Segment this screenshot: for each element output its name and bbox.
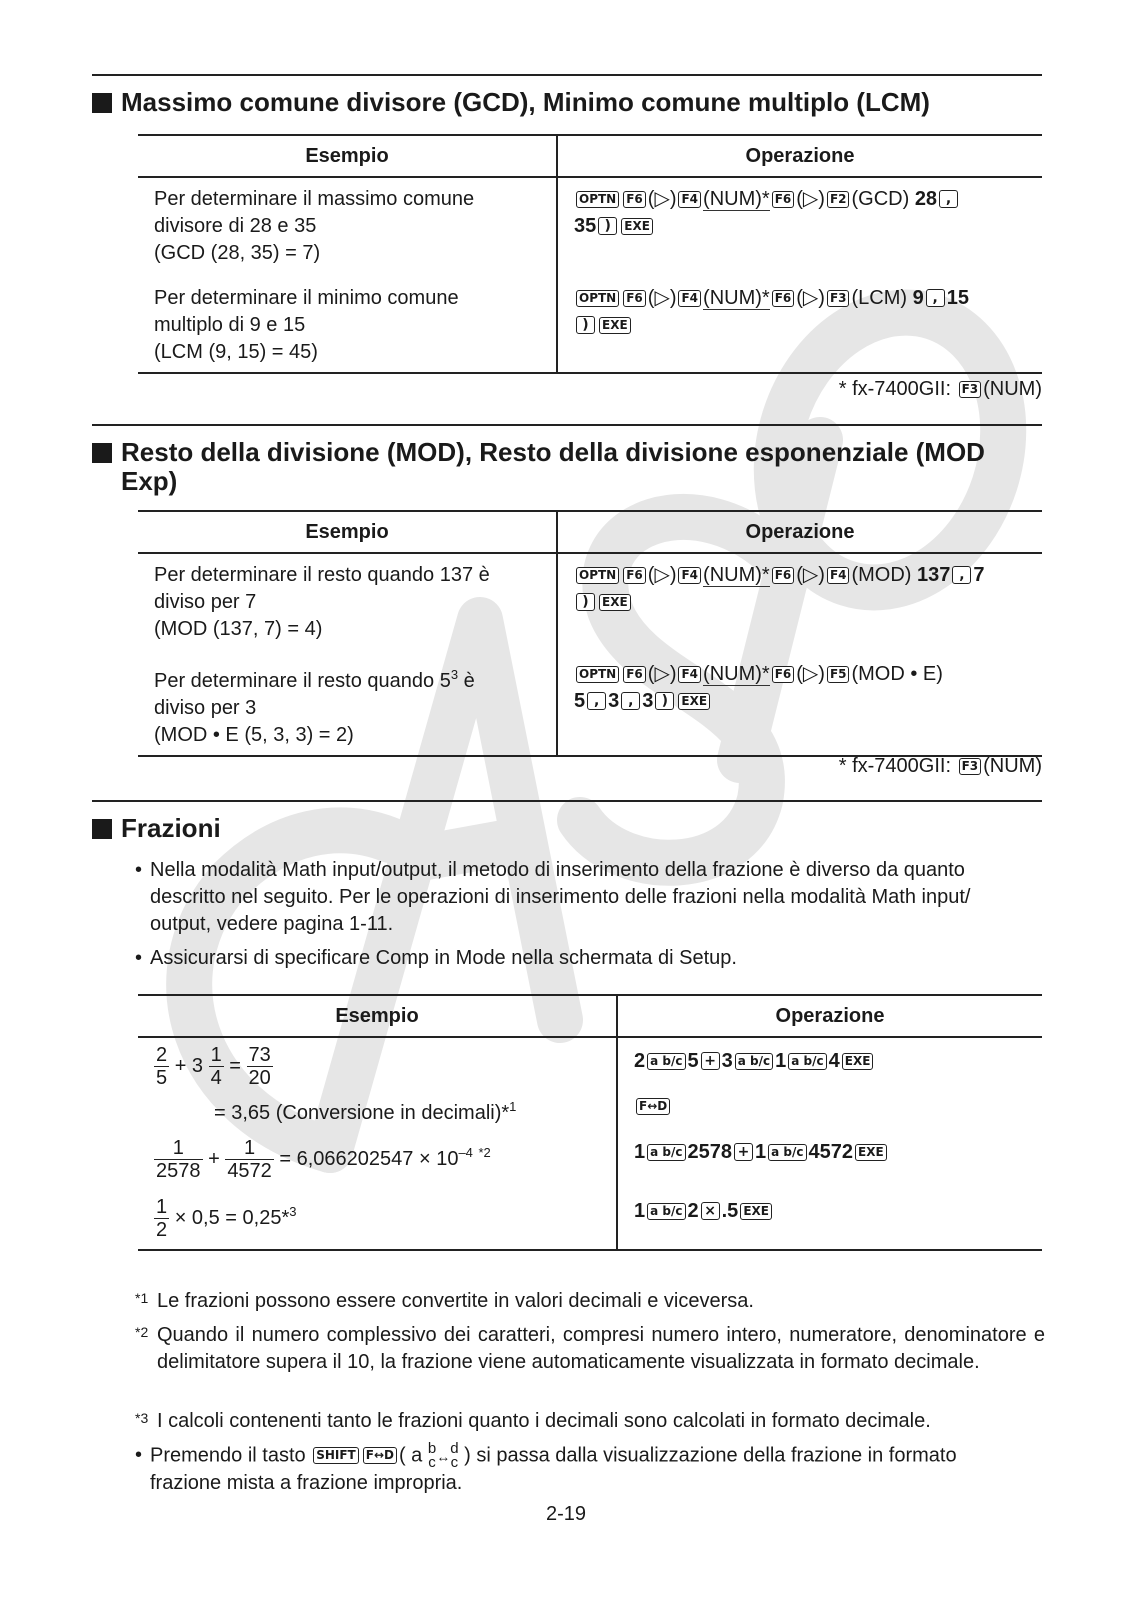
table-row: = 3,65 (Conversione in decimali)*$^1$ F↔D (138, 1089, 1042, 1131)
bullet-item: • Assicurarsi di specificare Comp in Mode nella schermata di Setup. (135, 947, 737, 969)
table-row: $\frac{1}{2}$ × 0,5 = 0,25*$^3$ 1 a b/c 2 × .5 EXE (138, 1190, 1042, 1250)
shift-key-icon: SHIFT (313, 1447, 359, 1464)
exe-key-icon: EXE (740, 1203, 772, 1220)
f4-key-icon: F4 (827, 567, 850, 584)
f5-key-icon: F5 (827, 666, 850, 683)
bullet-item: • Nella modalità Math input/output, il metodo di inserimento della frazione è diverso da quanto descritto nel seguito. Per le operazioni di inserimento delle frazioni nella modalità Math input/ output, vedere pagina 1-11. (135, 859, 971, 935)
column-header-example: Esempio (138, 511, 557, 553)
footnote: *3 I calcoli contenenti tanto le frazioni quanto i decimali sono calcolati in formato decimale. (135, 1410, 931, 1432)
table-row: Per determinare il massimo comune divisore di 28 e 35 (GCD (28, 35) = 7) OPTN F6 (▷) F4 (NUM)* F6 (▷) F2 (GCD) 28 , 35 ) EXE (138, 177, 1042, 273)
fraction-key-icon: a b/c (768, 1144, 806, 1161)
fraction-key-icon: a b/c (788, 1053, 826, 1070)
exe-key-icon: EXE (621, 218, 653, 235)
comma-key-icon: , (939, 190, 958, 208)
f6-key-icon: F6 (623, 290, 646, 307)
section-rule (92, 424, 1042, 426)
column-header-operation: Operazione (557, 511, 1042, 553)
table-row: $\frac{1}{2578}$ + $\frac{1}{4572}$ = $6,066202547 \times 10^{-4}$ $^{*2}$ 1 a b/c 2578 + 1 a b/c 4572 EXE (138, 1131, 1042, 1190)
fraction-key-icon: a b/c (647, 1144, 685, 1161)
exe-key-icon: EXE (842, 1053, 874, 1070)
table-row: Per determinare il resto quando 137 è diviso per 7 (MOD (137, 7) = 4) OPTN F6 (▷) F4 (NUM)* F6 (▷) F4 (MOD) 137 , 7 ) EXE (138, 553, 1042, 649)
section-rule (92, 74, 1042, 76)
exe-key-icon: EXE (599, 594, 631, 611)
table-row: Per determinare il resto quando $5^3$ è diviso per 3 (MOD • E (5, 3, 3) = 2) OPTN F6 (▷) F4 (NUM)* F6 (▷) F5 (MOD • E) 5 , 3 , 3 ) EXE (138, 649, 1042, 756)
table-row: $\frac{2}{5}$ + 3 $\frac{1}{4}$ = $\frac{73}{20}$ 2 a b/c 5 + 3 a b/c 1 a b/c 4 EXE (138, 1037, 1042, 1089)
comma-key-icon: , (926, 289, 945, 307)
column-header-operation: Operazione (617, 995, 1042, 1037)
square-bullet-icon (92, 93, 112, 113)
model-note: * fx-7400GII: F3 (NUM) (838, 755, 1042, 777)
fraction-key-icon: a b/c (647, 1053, 685, 1070)
footnote: *1 Le frazioni possono essere convertite in valori decimali e viceversa. (135, 1290, 754, 1312)
bullet-item: • Premendo il tasto SHIFT F↔D ( a b c ↔ d c ) si passa dalla visualizzazione della frazione in formato frazione mista a frazione impropria. (135, 1440, 957, 1495)
optn-key-icon: OPTN (576, 290, 619, 307)
f6-key-icon: F6 (623, 191, 646, 208)
comma-key-icon: , (587, 692, 606, 710)
f6-key-icon: F6 (772, 567, 795, 584)
section-title-gcd: Massimo comune divisore (GCD), Minimo comune multiplo (LCM) (92, 88, 930, 117)
comma-key-icon: , (952, 566, 971, 584)
f3-key-icon: F3 (827, 290, 850, 307)
footnote: *2 Quando il numero complessivo dei caratteri, compresi numero intero, numeratore, denominatore e delimitatore supera il 10, la frazione viene automaticamente visualizzata in formato decimale. (135, 1324, 1045, 1373)
f4-key-icon: F4 (678, 567, 701, 584)
square-bullet-icon (92, 819, 112, 839)
f4-key-icon: F4 (678, 290, 701, 307)
page-number: 2-19 (545, 1503, 587, 1525)
f6-key-icon: F6 (772, 290, 795, 307)
mod-table (138, 510, 1042, 757)
close-paren-key-icon: ) (576, 593, 595, 611)
optn-key-icon: OPTN (576, 567, 619, 584)
section-rule (92, 800, 1042, 802)
section-title-fractions: Frazioni (92, 814, 221, 843)
f4-key-icon: F4 (678, 191, 701, 208)
f2-key-icon: F2 (827, 191, 850, 208)
section-title-mod: Resto della divisione (MOD), Resto della divisione esponenziale (MOD Exp) (92, 438, 985, 496)
exe-key-icon: EXE (599, 317, 631, 334)
close-paren-key-icon: ) (655, 692, 674, 710)
exe-key-icon: EXE (855, 1144, 887, 1161)
plus-key-icon: + (701, 1052, 720, 1070)
table-row: Per determinare il minimo comune multiplo di 9 e 15 (LCM (9, 15) = 45) OPTN F6 (▷) F4 (NUM)* F6 (▷) F3 (LCM) 9 , 15 ) EXE (138, 273, 1042, 373)
f6-key-icon: F6 (623, 567, 646, 584)
model-note: * fx-7400GII: F3 (NUM) (838, 378, 1042, 400)
gcd-table (138, 134, 1042, 374)
optn-key-icon: OPTN (576, 191, 619, 208)
fraction-key-icon: a b/c (647, 1203, 685, 1220)
column-header-operation: Operazione (557, 135, 1042, 177)
f3-key-icon: F3 (959, 758, 982, 775)
f-d-key-icon: F↔D (363, 1447, 397, 1464)
f6-key-icon: F6 (623, 666, 646, 683)
fraction-key-icon: a b/c (735, 1053, 773, 1070)
f3-key-icon: F3 (959, 381, 982, 398)
square-bullet-icon (92, 443, 112, 463)
comma-key-icon: , (621, 692, 640, 710)
f-d-key-icon: F↔D (636, 1098, 670, 1115)
f4-key-icon: F4 (678, 666, 701, 683)
column-header-example: Esempio (138, 135, 557, 177)
plus-key-icon: + (734, 1143, 753, 1161)
exe-key-icon: EXE (678, 693, 710, 710)
times-key-icon: × (701, 1202, 720, 1220)
f6-key-icon: F6 (772, 666, 795, 683)
column-header-example: Esempio (138, 995, 617, 1037)
f6-key-icon: F6 (772, 191, 795, 208)
close-paren-key-icon: ) (576, 316, 595, 334)
close-paren-key-icon: ) (598, 217, 617, 235)
optn-key-icon: OPTN (576, 666, 619, 683)
fractions-table (138, 994, 1042, 1251)
